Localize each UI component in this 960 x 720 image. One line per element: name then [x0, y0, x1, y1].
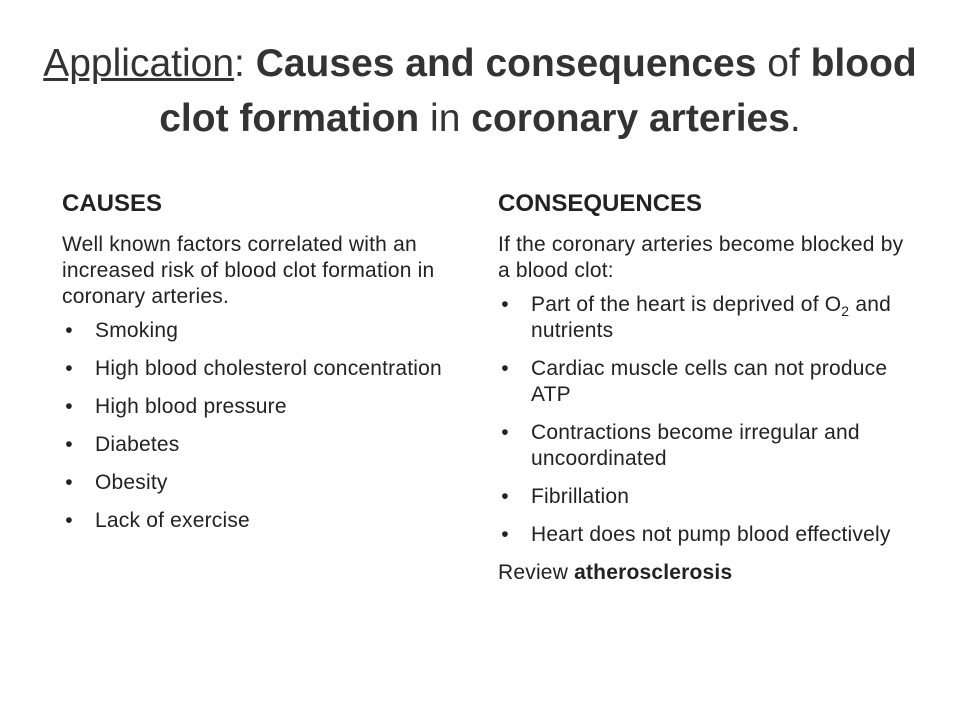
- causes-intro: Well known factors correlated with an increased risk of blood clot formation in coronary arteries.: [62, 233, 435, 308]
- consequences-item-atp: Cardiac muscle cells can not produce ATP: [531, 357, 888, 406]
- bullet-icon: •: [65, 319, 73, 342]
- consequences-item-deprived-post: and nutrients: [531, 293, 891, 342]
- bullet-icon: •: [501, 421, 509, 444]
- list-item: [498, 356, 908, 408]
- bullet-icon: •: [65, 471, 73, 494]
- bullet-icon: •: [65, 509, 73, 532]
- consequences-item-pump: Heart does not pump blood effectively: [531, 523, 891, 546]
- list-item: [62, 470, 462, 496]
- review-term: atherosclerosis: [574, 561, 733, 584]
- consequences-intro: If the coronary arteries become blocked by a blood clot:: [498, 233, 904, 282]
- title-blood-clot-formation: blood clot formation: [159, 42, 917, 140]
- list-item: [498, 522, 908, 548]
- bullet-icon: •: [65, 395, 73, 418]
- causes-item-diabetes: Diabetes: [95, 433, 180, 456]
- bullet-icon: •: [501, 485, 509, 508]
- list-item: [62, 356, 462, 382]
- consequences-list: [498, 292, 908, 548]
- list-item: [498, 292, 908, 344]
- bullet-icon: •: [501, 523, 509, 546]
- bullet-icon: •: [65, 433, 73, 456]
- title-coronary-arteries: coronary arteries: [471, 97, 790, 140]
- list-item: [498, 420, 908, 472]
- list-item: [62, 508, 462, 534]
- bullet-icon: •: [65, 357, 73, 380]
- consequences-item-deprived-pre: Part of the heart is deprived of O: [531, 293, 842, 316]
- consequences-column: [498, 188, 908, 594]
- list-item: [62, 318, 462, 344]
- list-item: [62, 394, 462, 420]
- causes-column: [62, 188, 462, 546]
- title-application: Application: [43, 42, 235, 85]
- title-of: of: [756, 42, 811, 85]
- consequences-item-subscript: 2: [841, 303, 850, 320]
- review-prefix: Review: [498, 561, 575, 584]
- causes-item-exercise: Lack of exercise: [95, 509, 250, 532]
- title-period: .: [789, 97, 801, 140]
- bullet-icon: •: [501, 357, 509, 380]
- causes-item-obesity: Obesity: [95, 471, 168, 494]
- consequences-heading: CONSEQUENCES: [498, 190, 703, 217]
- title-colon: :: [234, 42, 256, 85]
- title-causes-consequences: Causes and consequences: [255, 42, 757, 85]
- causes-item-smoking: Smoking: [95, 319, 179, 342]
- causes-item-cholesterol: High blood cholesterol concentration: [95, 357, 442, 380]
- consequences-item-fibrillation: Fibrillation: [531, 485, 630, 508]
- review-line: [498, 560, 908, 586]
- list-item: [62, 432, 462, 458]
- list-item: [498, 484, 908, 510]
- bullet-icon: •: [501, 293, 509, 316]
- title-in: in: [419, 97, 472, 140]
- slide-title: [40, 36, 920, 146]
- causes-heading: CAUSES: [62, 190, 163, 217]
- causes-list: [62, 318, 462, 534]
- consequences-item-contractions: Contractions become irregular and uncoordinated: [531, 421, 860, 470]
- causes-item-blood-pressure: High blood pressure: [95, 395, 287, 418]
